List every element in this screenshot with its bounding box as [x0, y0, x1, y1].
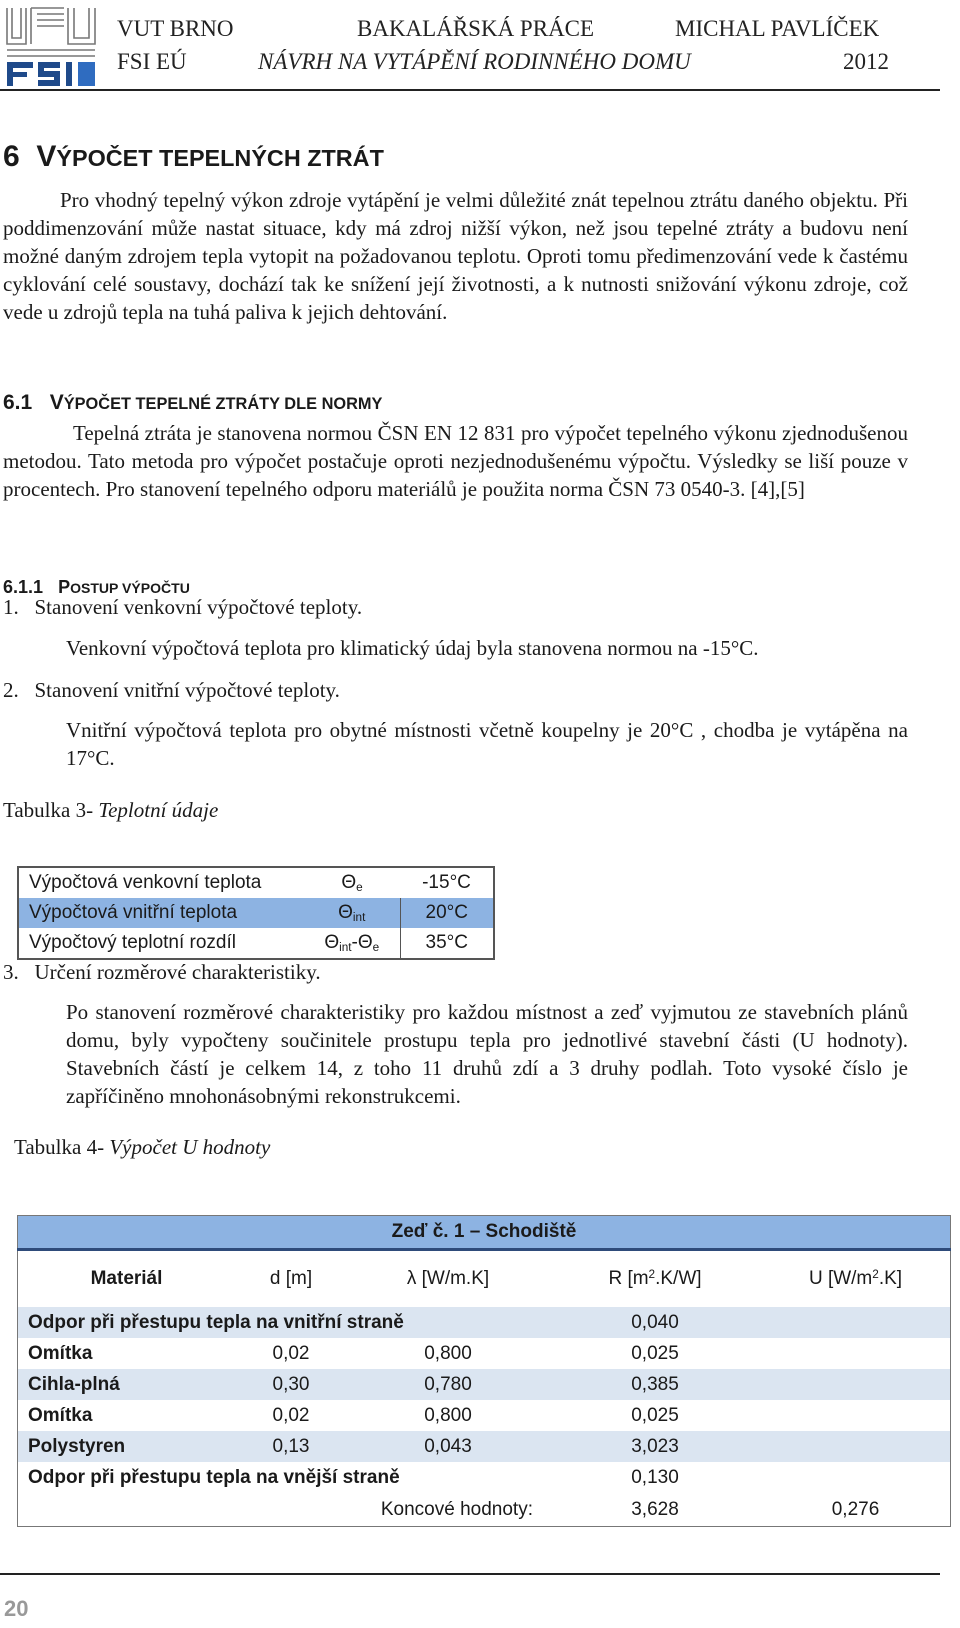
header-faculty: FSI EÚ [117, 49, 187, 74]
row-r: 0,040 [549, 1307, 761, 1338]
header-doc-title: NÁVRH NA VYTÁPĚNÍ RODINNÉHO DOMU [258, 49, 691, 74]
row-u [761, 1338, 951, 1369]
row-label: Výpočtová venkovní teplota [29, 872, 262, 893]
subsubsection-title-initial: P [58, 577, 71, 597]
row-d: 0,02 [235, 1338, 347, 1369]
col-r: R $[m^2.K/W]$ [549, 1250, 761, 1308]
table-caption [14, 1133, 270, 1161]
row-symbol: $\Theta_e$ [341, 872, 363, 894]
university-logo-icon [4, 4, 98, 88]
header-year: 2012 [843, 49, 889, 74]
temperature-table [17, 866, 495, 960]
row-u [761, 1307, 951, 1338]
row-value: 20°C [400, 898, 494, 928]
row-r: 0,025 [549, 1400, 761, 1431]
subsection-title-initial: V [49, 391, 64, 414]
row-material: Odpor při přestupu tepla na vnější straně [18, 1462, 550, 1493]
row-lambda: 0,800 [347, 1400, 549, 1431]
table-row [18, 1338, 951, 1369]
subsection-heading [3, 391, 382, 415]
row-u [761, 1431, 951, 1462]
row-d: 0,02 [235, 1400, 347, 1431]
table-total-row [18, 1493, 951, 1527]
header-org: VUT BRNO [117, 16, 234, 41]
col-lambda: λ [W/m.K] [347, 1250, 549, 1308]
header-doc-type: BAKALÁŘSKÁ PRÁCE [357, 16, 595, 41]
row-u [761, 1400, 951, 1431]
table-caption [3, 796, 218, 824]
total-label: Koncové hodnoty: [18, 1493, 550, 1527]
row-material: Omítka [18, 1338, 236, 1369]
table-header-row [18, 1250, 951, 1308]
step-3: 3. Určení rozměrové charakteristiky. [3, 960, 321, 984]
table-row [18, 1307, 951, 1338]
table-row [18, 928, 494, 959]
row-u [761, 1369, 951, 1400]
row-symbol: $\Theta_{int}$ [304, 898, 400, 928]
row-material: Omítka [18, 1400, 236, 1431]
row-material: Odpor při přestupu tepla na vnitřní straně [18, 1307, 550, 1338]
row-label: Výpočtový teplotní rozdíl [29, 932, 236, 953]
table-caption-prefix: Tabulka 4- [14, 1135, 110, 1159]
table-caption-title: Teplotní údaje [98, 798, 219, 822]
col-u: U $[W/m^2.K]$ [761, 1250, 951, 1308]
table-row [18, 1369, 951, 1400]
col-d: d [m] [235, 1250, 347, 1308]
row-lambda: 0,780 [347, 1369, 549, 1400]
footer-rule [0, 1573, 940, 1575]
section-paragraph: Pro vhodný tepelný výkon zdroje vytápění je velmi důležité znát tepelnou ztrátu daného objektu. Při poddimenzování může nastat situace, kdy má zdroj nižší výkon, než jsou tepelné ztráty a budovu není možné daným zdrojem tepla vytopit na požadovanou teplotu. Oproti tomu předimenzování vede k častému cyklování celé soustavy, dochází tak ke snížení její životnosti, a k nutnosti snižování výkonu zdroje, což vede u zdrojů tepla na tuhá paliva k jejich dehtování. [3, 188, 908, 324]
row-r: 0,025 [549, 1338, 761, 1369]
row-r: 0,130 [549, 1462, 761, 1493]
row-material: Polystyren [18, 1431, 236, 1462]
header-author: MICHAL PAVLÍČEK [675, 16, 880, 41]
row-lambda: 0,043 [347, 1431, 549, 1462]
step-2: 2. Stanovení vnitřní výpočtové teploty. [3, 678, 340, 702]
col-material: Materiál [18, 1250, 236, 1308]
section-title-rest: ÝPOČET TEPELNÝCH ZTRÁT [56, 145, 384, 171]
table-row [18, 1400, 951, 1431]
table-caption-title: Výpočet U hodnoty [109, 1135, 271, 1159]
table-caption-prefix: Tabulka 3- [3, 798, 99, 822]
row-r: 3,023 [549, 1431, 761, 1462]
row-d: 0,13 [235, 1431, 347, 1462]
subsubsection-number: 6.1.1 [3, 577, 44, 597]
subsubsection-title-rest: OSTUP VÝPOČTU [70, 580, 190, 596]
step-1-text: Venkovní výpočtová teplota pro klimatický údaj byla stanovena normou na -15°C. [66, 636, 759, 660]
subsection-title-rest: ÝPOČET TEPELNÉ ZTRÁTY DLE NORMY [63, 395, 383, 413]
section-title-initial: V [36, 140, 57, 173]
subsection-number: 6.1 [3, 391, 33, 414]
table-title: Zeď č. 1 – Schodiště [18, 1216, 951, 1250]
section-heading [3, 140, 384, 174]
table-row [18, 1431, 951, 1462]
table-row [18, 867, 494, 898]
row-label: Výpočtová vnitřní teplota [18, 898, 304, 928]
row-symbol: $\Theta_{int}-\Theta_e$ [324, 932, 380, 954]
step-1: 1. Stanovení venkovní výpočtové teploty. [3, 595, 363, 619]
step-3-text: Po stanovení rozměrové charakteristiky pro každou místnost a zeď vyjmutou ze stavebních plánů domu, byly vypočteny součinitele prostupu tepla pro jednotlivé stavební části (U hodnoty). Stavebních částí je celkem 14, z toho 11 druhů zdí a 3 druhy podlah. Toto vysoké číslo je zapříčiněno mnohonásobnými rekonstrukcemi. [66, 1000, 908, 1108]
table-title-row [18, 1216, 951, 1250]
row-value: 35°C [400, 928, 494, 959]
row-value: -15°C [422, 872, 471, 893]
row-u [761, 1462, 951, 1493]
row-material: Cihla-plná [18, 1369, 236, 1400]
table-row [18, 1462, 951, 1493]
table-row [18, 898, 494, 928]
subsection-paragraph: Tepelná ztráta je stanovena normou ČSN EN 12 831 pro výpočet tepelného výkonu zjednodušenou metodou. Tato metoda pro výpočet postačuje oproti nezjednodušenému výpočtu. Výsledky se liší pouze v procentech. Pro stanovení tepelného odporu materiálů je použita norma ČSN 73 0540-3. [4],[5] [3, 421, 908, 501]
row-r: 0,385 [549, 1369, 761, 1400]
row-lambda: 0,800 [347, 1338, 549, 1369]
page-number: 20 [4, 1596, 29, 1621]
row-d: 0,30 [235, 1369, 347, 1400]
page-header [0, 0, 960, 92]
header-rule [0, 89, 940, 91]
section-number: 6 [3, 140, 20, 173]
total-r: 3,628 [549, 1493, 761, 1527]
u-value-table [17, 1215, 951, 1527]
step-2-text: Vnitřní výpočtová teplota pro obytné místnosti včetně koupelny je 20°C , chodba je vytápěna na 17°C. [66, 718, 924, 770]
total-u: 0,276 [761, 1493, 951, 1527]
